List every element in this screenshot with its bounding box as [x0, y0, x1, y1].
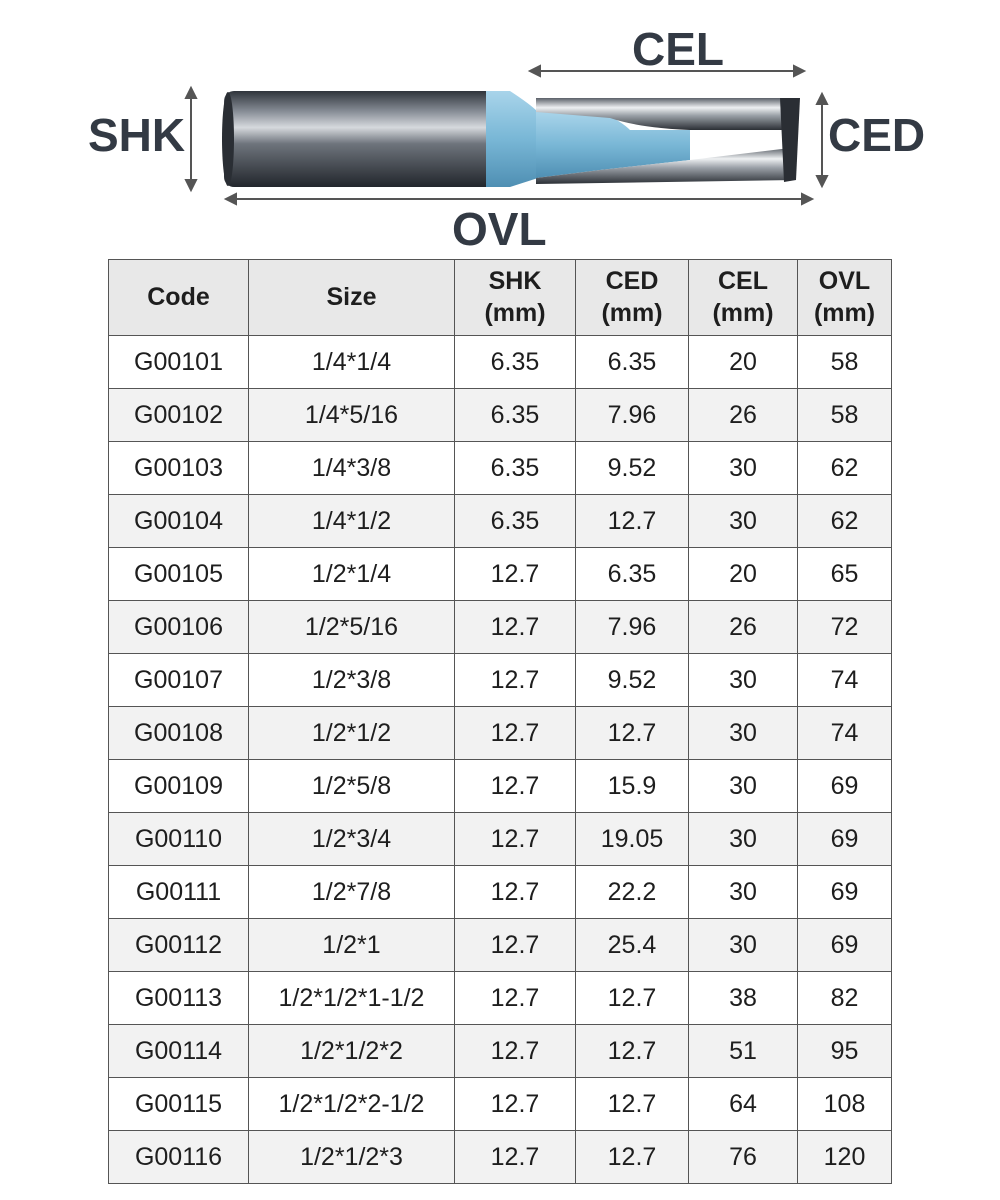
- table-row: [109, 760, 892, 813]
- ovl-cell: 74: [798, 707, 892, 760]
- code-cell: G00103: [109, 442, 249, 495]
- shk-cell: 12.7: [455, 919, 576, 972]
- cel-cell: 26: [689, 389, 798, 442]
- cel-cell: 30: [689, 495, 798, 548]
- size-cell: 1/2*1/4: [249, 548, 455, 601]
- cel-label: CEL: [632, 23, 724, 75]
- cel-cell: 20: [689, 548, 798, 601]
- table-row: [109, 707, 892, 760]
- code-cell: G00113: [109, 972, 249, 1025]
- spec-table: [108, 259, 892, 1184]
- ovl-cell: 108: [798, 1078, 892, 1131]
- shk-cell: 12.7: [455, 1131, 576, 1184]
- code-cell: G00107: [109, 654, 249, 707]
- ced-cell: 12.7: [576, 1078, 689, 1131]
- header-ced: CED (mm): [576, 260, 689, 336]
- ovl-cell: 65: [798, 548, 892, 601]
- ovl-cell: 58: [798, 336, 892, 389]
- shk-cell: 12.7: [455, 813, 576, 866]
- ced-cell: 7.96: [576, 601, 689, 654]
- shk-dimension-arrow: [186, 88, 196, 190]
- code-cell: G00115: [109, 1078, 249, 1131]
- table-row: [109, 866, 892, 919]
- ced-cell: 6.35: [576, 548, 689, 601]
- table-row: [109, 1131, 892, 1184]
- ovl-cell: 74: [798, 654, 892, 707]
- ced-cell: 12.7: [576, 972, 689, 1025]
- ced-label: CED: [828, 109, 926, 161]
- ced-cell: 15.9: [576, 760, 689, 813]
- ced-cell: 9.52: [576, 654, 689, 707]
- table-row: [109, 495, 892, 548]
- ovl-cell: 62: [798, 495, 892, 548]
- header-code: Code: [109, 260, 249, 336]
- code-cell: G00102: [109, 389, 249, 442]
- size-cell: 1/2*1/2*3: [249, 1131, 455, 1184]
- header-size: Size: [249, 260, 455, 336]
- table-row: [109, 813, 892, 866]
- cel-cell: 20: [689, 336, 798, 389]
- table-body: [109, 336, 892, 1184]
- ovl-cell: 62: [798, 442, 892, 495]
- size-cell: 1/2*3/8: [249, 654, 455, 707]
- size-cell: 1/2*1/2: [249, 707, 455, 760]
- code-cell: G00101: [109, 336, 249, 389]
- table-header-row: [109, 260, 892, 336]
- size-cell: 1/2*1/2*2: [249, 1025, 455, 1078]
- ced-cell: 22.2: [576, 866, 689, 919]
- table-row: [109, 654, 892, 707]
- shk-cell: 6.35: [455, 389, 576, 442]
- code-cell: G00104: [109, 495, 249, 548]
- ovl-label: OVL: [452, 203, 547, 255]
- shk-cell: 12.7: [455, 1078, 576, 1131]
- table-row: [109, 601, 892, 654]
- cel-cell: 64: [689, 1078, 798, 1131]
- table-row: [109, 336, 892, 389]
- shk-cell: 12.7: [455, 548, 576, 601]
- ovl-cell: 82: [798, 972, 892, 1025]
- code-cell: G00112: [109, 919, 249, 972]
- size-cell: 1/2*5/8: [249, 760, 455, 813]
- shk-cell: 6.35: [455, 336, 576, 389]
- shk-cell: 12.7: [455, 601, 576, 654]
- code-cell: G00105: [109, 548, 249, 601]
- ovl-cell: 69: [798, 760, 892, 813]
- ced-cell: 19.05: [576, 813, 689, 866]
- shk-cell: 12.7: [455, 1025, 576, 1078]
- cel-cell: 30: [689, 654, 798, 707]
- size-cell: 1/4*5/16: [249, 389, 455, 442]
- shk-label: SHK: [88, 109, 186, 161]
- ced-cell: 12.7: [576, 1131, 689, 1184]
- shk-cell: 6.35: [455, 442, 576, 495]
- table-row: [109, 548, 892, 601]
- ced-cell: 7.96: [576, 389, 689, 442]
- code-cell: G00110: [109, 813, 249, 866]
- size-cell: 1/4*3/8: [249, 442, 455, 495]
- code-cell: G00108: [109, 707, 249, 760]
- size-cell: 1/4*1/2: [249, 495, 455, 548]
- size-cell: 1/4*1/4: [249, 336, 455, 389]
- table-row: [109, 389, 892, 442]
- shk-cell: 12.7: [455, 760, 576, 813]
- cel-cell: 76: [689, 1131, 798, 1184]
- cel-cell: 38: [689, 972, 798, 1025]
- ovl-cell: 72: [798, 601, 892, 654]
- cel-cell: 30: [689, 707, 798, 760]
- size-cell: 1/2*1/2*2-1/2: [249, 1078, 455, 1131]
- cel-cell: 30: [689, 866, 798, 919]
- table-row: [109, 1025, 892, 1078]
- table-row: [109, 1078, 892, 1131]
- cel-cell: 30: [689, 813, 798, 866]
- size-cell: 1/2*5/16: [249, 601, 455, 654]
- header-ovl: OVL (mm): [798, 260, 892, 336]
- ced-cell: 6.35: [576, 336, 689, 389]
- code-cell: G00109: [109, 760, 249, 813]
- cel-cell: 51: [689, 1025, 798, 1078]
- ovl-cell: 120: [798, 1131, 892, 1184]
- shk-cell: 12.7: [455, 707, 576, 760]
- cel-cell: 30: [689, 760, 798, 813]
- ced-cell: 12.7: [576, 1025, 689, 1078]
- ced-dimension-arrow: [817, 94, 827, 186]
- code-cell: G00116: [109, 1131, 249, 1184]
- table-row: [109, 442, 892, 495]
- header-shk: SHK (mm): [455, 260, 576, 336]
- code-cell: G00111: [109, 866, 249, 919]
- router-bit-diagram: [0, 0, 1000, 258]
- cel-cell: 30: [689, 442, 798, 495]
- code-cell: G00114: [109, 1025, 249, 1078]
- shk-cell: 12.7: [455, 654, 576, 707]
- ovl-cell: 58: [798, 389, 892, 442]
- ced-cell: 25.4: [576, 919, 689, 972]
- ced-cell: 12.7: [576, 495, 689, 548]
- ovl-cell: 69: [798, 813, 892, 866]
- size-cell: 1/2*1/2*1-1/2: [249, 972, 455, 1025]
- header-cel: CEL (mm): [689, 260, 798, 336]
- ced-cell: 12.7: [576, 707, 689, 760]
- ovl-cell: 69: [798, 919, 892, 972]
- table-row: [109, 972, 892, 1025]
- table-row: [109, 919, 892, 972]
- code-cell: G00106: [109, 601, 249, 654]
- ovl-cell: 69: [798, 866, 892, 919]
- ovl-cell: 95: [798, 1025, 892, 1078]
- cel-cell: 30: [689, 919, 798, 972]
- size-cell: 1/2*7/8: [249, 866, 455, 919]
- shk-cell: 12.7: [455, 972, 576, 1025]
- size-cell: 1/2*1: [249, 919, 455, 972]
- shk-cell: 6.35: [455, 495, 576, 548]
- shank: [222, 91, 500, 187]
- shk-cell: 12.7: [455, 866, 576, 919]
- size-cell: 1/2*3/4: [249, 813, 455, 866]
- ced-cell: 9.52: [576, 442, 689, 495]
- cel-cell: 26: [689, 601, 798, 654]
